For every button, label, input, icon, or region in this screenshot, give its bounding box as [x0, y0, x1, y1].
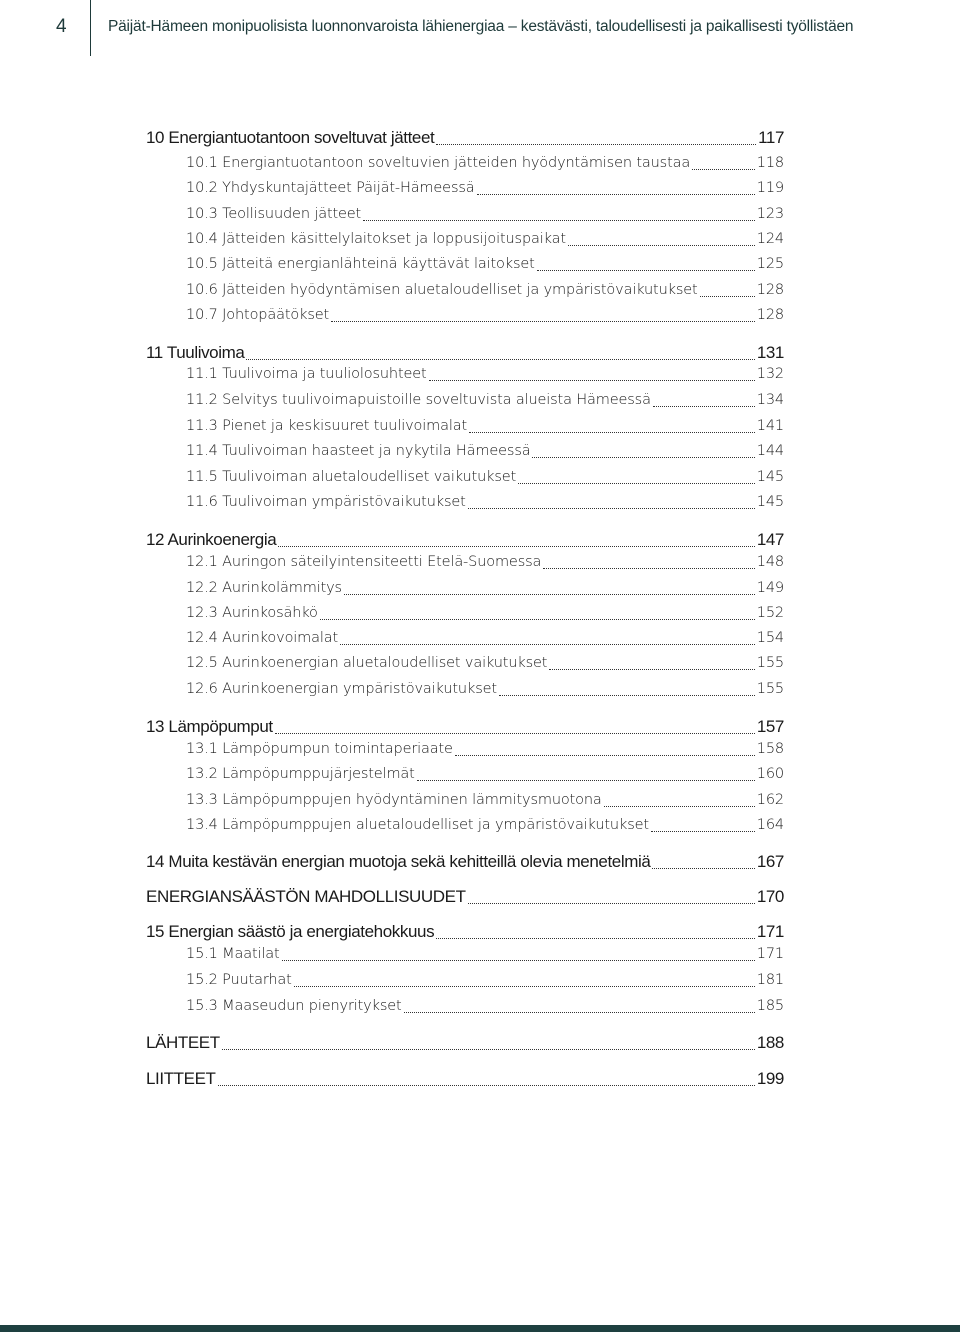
toc-entry-label: 10 Energiantuotantoon soveltuvat jätteet — [146, 128, 435, 147]
toc-entry-page: 134 — [756, 392, 784, 408]
toc-chapter-entry[interactable] — [146, 717, 784, 739]
toc-dot-leader — [363, 219, 755, 221]
toc-entry-label: 12.4 Aurinkovoimalat — [186, 630, 339, 646]
toc-entry-page: 160 — [756, 766, 784, 782]
toc-entry-label: 15.2 Puutarhat — [186, 972, 292, 988]
toc-section-entry[interactable] — [186, 628, 784, 650]
toc-dot-leader — [344, 593, 755, 595]
toc-entry-page: 144 — [756, 443, 784, 459]
toc-section-entry[interactable] — [186, 944, 784, 966]
toc-dot-leader — [652, 867, 754, 869]
toc-entry-label: 12.3 Aurinkosähkö — [186, 605, 318, 621]
toc-dot-leader — [518, 482, 755, 484]
toc-entry-page: 155 — [756, 655, 784, 671]
toc-section-entry[interactable] — [186, 204, 784, 226]
toc-dot-leader — [568, 244, 755, 246]
toc-entry-page: 145 — [756, 494, 784, 510]
footer-bar — [0, 1325, 960, 1332]
toc-entry-page: 132 — [756, 366, 784, 382]
toc-dot-leader — [700, 295, 755, 297]
toc-dot-leader — [468, 902, 755, 904]
toc-section-entry[interactable] — [186, 229, 784, 251]
toc-entry-page: 145 — [756, 469, 784, 485]
toc-entry-label: 11 Tuulivoima — [146, 343, 245, 362]
toc-entry-label: 13 Lämpöpumput — [146, 717, 273, 736]
toc-dot-leader — [275, 732, 755, 734]
toc-entry-label: 10.5 Jätteitä energianlähteinä käyttävät laitokset — [186, 256, 535, 272]
toc-entry-page: 162 — [756, 792, 784, 808]
toc-entry-page: 171 — [756, 946, 784, 962]
toc-entry-label: 15.3 Maaseudun pienyritykset — [186, 998, 402, 1014]
toc-entry-page: 125 — [756, 256, 784, 272]
toc-section-entry[interactable] — [186, 578, 784, 600]
toc-chapter-entry[interactable] — [146, 1033, 784, 1055]
page-number: 4 — [56, 16, 67, 37]
toc-entry-label: 10.4 Jätteiden käsittelylaitokset ja loppusijoituspaikat — [186, 231, 566, 247]
toc-dot-leader — [692, 168, 755, 170]
toc-dot-leader — [543, 567, 755, 569]
toc-entry-page: 147 — [756, 530, 784, 549]
toc-section-entry[interactable] — [186, 390, 784, 412]
toc-entry-page: 128 — [756, 282, 784, 298]
toc-entry-label: 10.3 Teollisuuden jätteet — [186, 206, 362, 222]
toc-dot-leader — [278, 545, 755, 547]
toc-dot-leader — [499, 694, 755, 696]
toc-section-entry[interactable] — [186, 305, 784, 327]
toc-section-entry[interactable] — [186, 416, 784, 438]
header-divider — [90, 0, 91, 56]
toc-section-entry[interactable] — [186, 970, 784, 992]
toc-section-entry[interactable] — [186, 280, 784, 302]
toc-entry-page: 199 — [756, 1069, 784, 1088]
toc-chapter-entry[interactable] — [146, 922, 784, 944]
toc-entry-page: 185 — [756, 998, 784, 1014]
toc-section-entry[interactable] — [186, 254, 784, 276]
toc-entry-label: 12.5 Aurinkoenergian aluetaloudelliset vaikutukset — [186, 655, 548, 671]
toc-entry-page: 164 — [756, 817, 784, 833]
toc-section-entry[interactable] — [186, 552, 784, 574]
toc-dot-leader — [436, 143, 756, 145]
toc-entry-label: 10.6 Jätteiden hyödyntämisen aluetaloudelliset ja ympäristövaikutukset — [186, 282, 698, 298]
toc-section-entry[interactable] — [186, 153, 784, 175]
toc-entry-page: 181 — [756, 972, 784, 988]
toc-entry-page: 149 — [756, 580, 784, 596]
toc-section-entry[interactable] — [186, 790, 784, 812]
toc-entry-page: 157 — [756, 717, 784, 736]
toc-dot-leader — [429, 379, 755, 381]
toc-chapter-entry[interactable] — [146, 852, 784, 874]
toc-dot-leader — [340, 643, 755, 645]
toc-dot-leader — [222, 1048, 755, 1050]
toc-entry-label: 11.6 Tuulivoiman ympäristövaikutukset — [186, 494, 466, 510]
toc-dot-leader — [468, 507, 755, 509]
toc-dot-leader — [604, 805, 755, 807]
page-header — [0, 0, 960, 60]
toc-section-entry[interactable] — [186, 178, 784, 200]
toc-entry-page: 167 — [756, 852, 784, 871]
toc-entry-page: 158 — [756, 741, 784, 757]
toc-entry-label: 15 Energian säästö ja energiatehokkuus — [146, 922, 435, 941]
toc-dot-leader — [651, 830, 755, 832]
toc-entry-label: 15.1 Maatilat — [186, 946, 280, 962]
running-title: Päijät-Hämeen monipuolisista luonnonvaroista lähienergiaa – kestävästi, taloudellisesti ja paikallisesti työllistäen — [108, 18, 854, 35]
toc-dot-leader — [246, 358, 754, 360]
toc-chapter-entry[interactable] — [146, 530, 784, 552]
toc-chapter-entry[interactable] — [146, 887, 784, 909]
toc-dot-leader — [469, 431, 755, 433]
toc-entry-label: 12.2 Aurinkolämmitys — [186, 580, 342, 596]
toc-dot-leader — [653, 405, 755, 407]
toc-entry-page: 128 — [756, 307, 784, 323]
toc-entry-page: 154 — [756, 630, 784, 646]
toc-entry-label: 10.1 Energiantuotantoon soveltuvien jätteiden hyödyntämisen taustaa — [186, 155, 691, 171]
toc-dot-leader — [218, 1084, 755, 1086]
toc-section-entry[interactable] — [186, 467, 784, 489]
toc-entry-page: 124 — [756, 231, 784, 247]
toc-entry-page: 152 — [756, 605, 784, 621]
toc-dot-leader — [477, 193, 755, 195]
toc-entry-page: 148 — [756, 554, 784, 570]
toc-section-entry[interactable] — [186, 739, 784, 761]
toc-chapter-entry[interactable] — [146, 343, 784, 365]
toc-entry-label: 11.5 Tuulivoiman aluetaloudelliset vaikutukset — [186, 469, 517, 485]
toc-entry-label: 10.7 Johtopäätökset — [186, 307, 330, 323]
toc-dot-leader — [320, 618, 755, 620]
toc-entry-label: 10.2 Yhdyskuntajätteet Päijät-Hämeessä — [186, 180, 475, 196]
toc-dot-leader — [417, 779, 755, 781]
toc-entry-label: 13.2 Lämpöpumppujärjestelmät — [186, 766, 415, 782]
toc-entry-label: 13.4 Lämpöpumppujen aluetaloudelliset ja ympäristövaikutukset — [186, 817, 649, 833]
toc-entry-page: 118 — [756, 155, 784, 171]
toc-dot-leader — [282, 959, 755, 961]
toc-entry-label: 11.1 Tuulivoima ja tuuliolosuhteet — [186, 366, 427, 382]
toc-entry-page: 123 — [756, 206, 784, 222]
toc-entry-page: 188 — [756, 1033, 784, 1052]
toc-entry-label: LIITTEET — [146, 1069, 216, 1088]
toc-entry-label: 11.4 Tuulivoiman haasteet ja nykytila Hämeessä — [186, 443, 531, 459]
toc-entry-label: LÄHTEET — [146, 1033, 220, 1052]
toc-section-entry[interactable] — [186, 441, 784, 463]
toc-entry-label: ENERGIANSÄÄSTÖN MAHDOLLISUUDET — [146, 887, 466, 906]
toc-entry-page: 141 — [756, 418, 784, 434]
toc-dot-leader — [532, 456, 754, 458]
toc-entry-label: 11.3 Pienet ja keskisuuret tuulivoimalat — [186, 418, 467, 434]
toc-section-entry[interactable] — [186, 492, 784, 514]
toc-entry-label: 12.1 Auringon säteilyintensiteetti Etelä-Suomessa — [186, 554, 542, 570]
toc-dot-leader — [331, 320, 755, 322]
toc-entry-label: 11.2 Selvitys tuulivoimapuistoille soveltuvista alueista Hämeessä — [186, 392, 651, 408]
toc-section-entry[interactable] — [186, 996, 784, 1018]
toc-entry-label: 13.3 Lämpöpumppujen hyödyntäminen lämmitysmuotona — [186, 792, 602, 808]
toc-chapter-entry[interactable] — [146, 1069, 784, 1091]
toc-dot-leader — [436, 937, 755, 939]
toc-section-entry[interactable] — [186, 679, 784, 701]
toc-section-entry[interactable] — [186, 815, 784, 837]
toc-entry-page: 170 — [756, 887, 784, 906]
toc-dot-leader — [549, 668, 754, 670]
toc-entry-page: 117 — [758, 128, 784, 147]
toc-entry-page: 119 — [756, 180, 784, 196]
toc-entry-page: 131 — [756, 343, 784, 362]
toc-entry-page: 155 — [756, 681, 784, 697]
toc-section-entry[interactable] — [186, 653, 784, 675]
toc-entry-label: 14 Muita kestävän energian muotoja sekä kehitteillä olevia menetelmiä — [146, 852, 651, 871]
toc-dot-leader — [455, 754, 755, 756]
toc-section-entry[interactable] — [186, 603, 784, 625]
toc-section-entry[interactable] — [186, 764, 784, 786]
toc-entry-label: 12.6 Aurinkoenergian ympäristövaikutukset — [186, 681, 497, 697]
toc-entry-page: 171 — [756, 922, 784, 941]
toc-dot-leader — [294, 985, 755, 987]
toc-chapter-entry[interactable] — [146, 128, 784, 150]
toc-entry-label: 12 Aurinkoenergia — [146, 530, 277, 549]
toc-dot-leader — [404, 1011, 755, 1013]
toc-entry-label: 13.1 Lämpöpumpun toimintaperiaate — [186, 741, 453, 757]
toc-dot-leader — [537, 269, 755, 271]
toc-section-entry[interactable] — [186, 364, 784, 386]
